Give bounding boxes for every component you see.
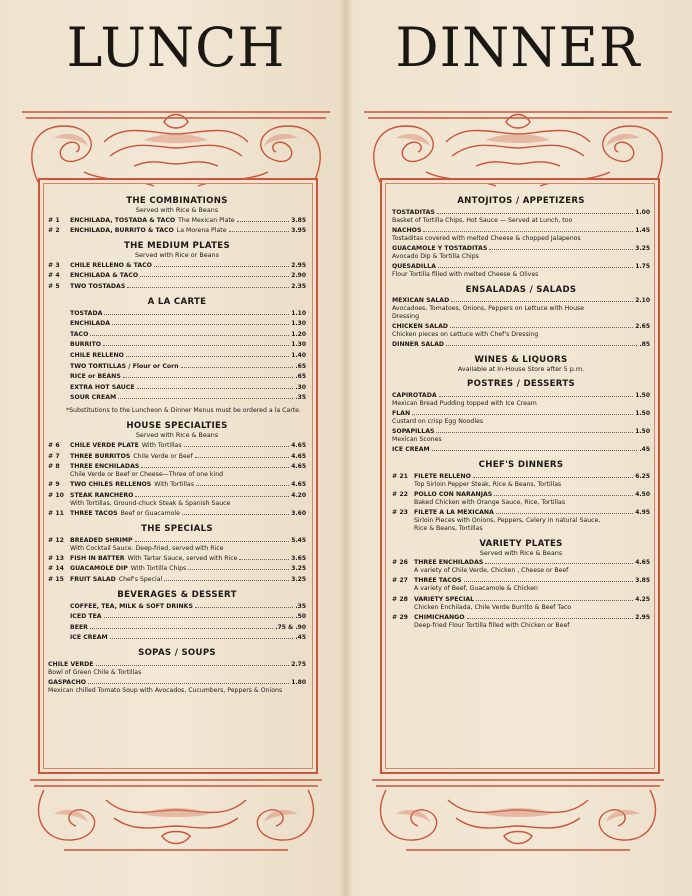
- menu-item: [48, 555, 306, 563]
- item-name: GASPACHO: [48, 679, 87, 687]
- item-name: THREE TACOS: [70, 510, 118, 518]
- section-heading: POSTRES / DESSERTS: [466, 379, 575, 390]
- menu-item: [48, 442, 306, 450]
- menu-item: [392, 473, 650, 481]
- section-subheading: Served with Rice or Beans: [135, 251, 219, 260]
- section-heading: HOUSE SPECIALTIES: [126, 421, 228, 432]
- item-price: 4.95: [635, 509, 650, 517]
- section-subheading: Available at In-House Store after 5 p.m.: [457, 365, 585, 374]
- item-name: CHILE VERDE PLATE: [70, 441, 139, 449]
- item-name: VARIETY SPECIAL: [414, 595, 475, 603]
- section-heading: THE MEDIUM PLATES: [124, 241, 230, 252]
- item-description: The Mexican Plate: [178, 216, 235, 224]
- item-number: # 9: [48, 481, 60, 489]
- item-number: # 12: [48, 536, 64, 544]
- section-heading: THE SPECIALS: [141, 524, 213, 535]
- item-name: ENCHILADA: [70, 320, 111, 328]
- item-number: # 7: [48, 452, 60, 460]
- item-name: MEXICAN SALAD: [392, 297, 450, 305]
- menu-item: [48, 463, 306, 471]
- item-number: # 14: [48, 565, 64, 573]
- item-name: TACO: [70, 330, 89, 338]
- lunch-title: LUNCH: [66, 16, 286, 79]
- menu-item: [48, 603, 306, 611]
- item-price: 2.75: [291, 661, 306, 668]
- item-number: # 21: [392, 473, 408, 481]
- item-description: La Morena Plate: [176, 227, 227, 235]
- menu-item: [48, 341, 306, 349]
- section-heading: VARIETY PLATES: [479, 538, 563, 549]
- item-price: 4.65: [291, 452, 306, 460]
- item-price: 5.45: [291, 536, 306, 544]
- menu-item: [392, 509, 650, 517]
- item-description: With Tortillas: [141, 441, 182, 449]
- item-name: CAPIROTADA: [392, 391, 437, 399]
- menu-item: [392, 614, 650, 622]
- item-number: # 27: [392, 577, 408, 585]
- item-description: Chicken pieces on Lettuce with Chef's Dressing: [392, 331, 539, 339]
- menu-item: [392, 559, 650, 567]
- item-price: 1.45: [635, 226, 650, 234]
- item-price: .65: [295, 362, 306, 370]
- item-name: TWO TORTILLAS / Flour or Corn: [70, 362, 179, 370]
- menu-item: [392, 297, 650, 305]
- section-heading: CHEF'S DINNERS: [478, 460, 564, 471]
- lunch-menu-content: [48, 190, 306, 695]
- item-price: 1.80: [291, 679, 306, 687]
- item-name: CHIMICHANGO: [414, 613, 465, 621]
- item-name: THREE ENCHILADAS: [414, 559, 484, 567]
- item-name: CHILE VERDE: [48, 661, 94, 668]
- item-price: 4.65: [291, 481, 306, 489]
- item-price: .50: [295, 613, 306, 621]
- item-price: 2.35: [291, 282, 306, 290]
- item-name: TWO TOSTADAS: [70, 282, 126, 290]
- dinner-top-ornament: [356, 82, 680, 190]
- substitution-note: *Substitutions to the Luncheon & Dinner Menus must be ordered a la Carte.: [66, 407, 301, 415]
- menu-item: [48, 537, 306, 545]
- item-number: # 8: [48, 463, 60, 471]
- item-name: STEAK RANCHERO: [70, 491, 134, 499]
- item-price: 3.60: [291, 510, 306, 518]
- item-number: # 3: [48, 261, 60, 269]
- menu-item: [392, 263, 650, 271]
- item-description: Chicken Enchilada, Chile Verde Burrito & Beef Taco: [414, 603, 572, 611]
- item-number: # 22: [392, 491, 408, 499]
- item-price: 3.25: [291, 565, 306, 573]
- item-price: .35: [295, 394, 306, 402]
- item-description: Avocado Dip & Tortilla Chips: [392, 252, 479, 260]
- item-price: 1.50: [635, 428, 650, 436]
- menu-item: [392, 392, 650, 400]
- item-price: 3.25: [635, 244, 650, 252]
- menu-item: [48, 565, 306, 573]
- item-name: FLAN: [392, 410, 411, 418]
- item-name: THREE BURRITOS: [70, 452, 131, 460]
- item-name: FISH IN BATTER: [70, 554, 125, 562]
- item-number: # 1: [48, 216, 60, 224]
- menu-item: [48, 661, 306, 669]
- item-description: With Tortillas, Ground-chuck Steak & Spanish Sauce: [70, 499, 231, 507]
- item-number: # 13: [48, 554, 64, 562]
- item-description: With Tartar Sauce, served with Rice: [127, 554, 238, 562]
- item-number: # 29: [392, 613, 408, 621]
- item-price: 1.50: [635, 410, 650, 418]
- item-price: 1.50: [635, 391, 650, 399]
- dinner-bottom-ornament: [366, 770, 670, 860]
- item-price: 2.95: [635, 613, 650, 621]
- section-heading: ANTOJITOS / APPETIZERS: [457, 196, 585, 206]
- item-number: # 26: [392, 559, 408, 567]
- menu-item: [392, 596, 650, 604]
- item-description: A variety of Beef, Guacamole & Chicken: [414, 585, 538, 593]
- menu-item: [392, 410, 650, 418]
- item-number: # 4: [48, 272, 60, 280]
- item-name: QUESADILLA: [392, 263, 436, 271]
- item-price: 1.10: [291, 309, 306, 317]
- menu-item: [48, 679, 306, 687]
- item-name: BEER: [70, 623, 88, 631]
- item-price: .45: [639, 446, 650, 454]
- item-description: Sirloin Pieces with Onions, Peppers, Celery in natural Sauce, Rice & Beans, Tortillas: [414, 517, 601, 533]
- menu-item: [392, 227, 650, 235]
- menu-item: [392, 577, 650, 585]
- item-description: Top Sirloin Pepper Steak, Rice & Beans, Tortillas: [414, 481, 562, 489]
- item-price: 4.65: [291, 441, 306, 449]
- item-description: Chile Verde or Beef or Cheese—Three of one kind: [70, 471, 224, 479]
- item-price: 2.95: [291, 261, 306, 269]
- item-name: GUACAMOLE DIP: [70, 565, 128, 573]
- section-heading: THE COMBINATIONS: [126, 196, 228, 206]
- lunch-panel: [8, 0, 344, 896]
- menu-item: [392, 245, 650, 253]
- item-price: 1.75: [635, 263, 650, 271]
- menu-item: [392, 491, 650, 499]
- item-name: ICE CREAM: [70, 634, 108, 642]
- item-price: 4.20: [291, 491, 306, 499]
- menu-item: [48, 634, 306, 642]
- menu-item: [48, 613, 306, 621]
- item-number: # 5: [48, 282, 60, 290]
- item-name: ENCHILADA, TOSTADA & TACO: [70, 216, 176, 224]
- menu-item: [48, 576, 306, 584]
- menu-item: [48, 373, 306, 381]
- item-name: COFFEE, TEA, MILK & SOFT DRINKS: [70, 602, 193, 610]
- section-heading: SOPAS / SOUPS: [138, 648, 216, 659]
- item-name: ICE CREAM: [392, 446, 430, 454]
- item-description: Bowl of Green Chile & Tortillas: [48, 669, 142, 676]
- item-description: Mexican Bread Pudding topped with Ice Cream: [392, 399, 537, 407]
- menu-item: [48, 310, 306, 318]
- item-description: Beef or Guacamole: [120, 510, 180, 518]
- section-subheading: Served with Rice & Beans: [135, 206, 219, 214]
- menu-item: [48, 227, 306, 235]
- item-price: 2.90: [291, 272, 306, 280]
- item-description: Mexican Scones: [392, 436, 442, 444]
- item-price: .35: [295, 602, 306, 610]
- section-heading: BEVERAGES & DESSERT: [117, 590, 237, 601]
- item-name: SOPAPILLAS: [392, 428, 435, 436]
- item-price: 3.25: [291, 576, 306, 584]
- item-price: 3.85: [635, 577, 650, 585]
- section-heading: ENSALADAS / SALADS: [465, 284, 577, 295]
- item-description: A variety of Chile Verde, Chicken , Cheese or Beef: [414, 567, 569, 575]
- item-name: CHICKEN SALAD: [392, 323, 449, 331]
- menu-item: [48, 272, 306, 280]
- item-name: BREADED SHRIMP: [70, 536, 133, 544]
- menu-item: [48, 217, 306, 225]
- item-description: Deep-fried Flour Tortilla filled with Chicken or Beef: [414, 621, 570, 629]
- item-description: Baked Chicken with Orange Sauce, Rice, Tortillas: [414, 499, 566, 507]
- section-heading: WINES & LIQUORS: [474, 355, 568, 366]
- item-number: # 11: [48, 510, 64, 518]
- item-price: 2.65: [635, 323, 650, 331]
- item-name: FILETE RELLENO: [414, 473, 471, 481]
- item-price: 2.10: [635, 297, 650, 305]
- item-price: 6.25: [635, 473, 650, 481]
- item-number: # 15: [48, 576, 64, 584]
- menu-item: [48, 394, 306, 402]
- item-name: GUACAMOLE Y TOSTADITAS: [392, 244, 488, 252]
- item-name: ENCHILADA, BURRITO & TACO: [70, 227, 174, 235]
- item-price: 3.65: [291, 554, 306, 562]
- menu-item: [48, 363, 306, 371]
- item-price: .85: [639, 341, 650, 349]
- menu-item: [48, 492, 306, 500]
- item-name: TWO CHILES RELLENOS: [70, 481, 152, 489]
- item-description: Custard on crisp Egg Noodles: [392, 418, 484, 426]
- item-name: NACHOS: [392, 226, 422, 234]
- dinner-title: DINNER: [395, 16, 641, 79]
- item-number: # 23: [392, 509, 408, 517]
- item-name: ENCHILADA & TACO: [70, 272, 139, 280]
- item-price: 4.25: [635, 595, 650, 603]
- menu-item: [48, 453, 306, 461]
- item-name: EXTRA HOT SAUCE: [70, 383, 135, 391]
- item-number: # 6: [48, 441, 60, 449]
- menu-item: [48, 283, 306, 291]
- section-heading: A LA CARTE: [147, 296, 207, 307]
- item-name: CHILE RELLENO: [70, 351, 124, 359]
- item-name: THREE ENCHILADAS: [70, 463, 140, 471]
- menu-item: [48, 352, 306, 360]
- item-name: FRUIT SALAD: [70, 576, 116, 584]
- item-number: # 28: [392, 595, 408, 603]
- menu-item: [392, 341, 650, 349]
- menu-item: [48, 262, 306, 270]
- item-name: CHILE RELLENO & TACO: [70, 261, 152, 269]
- item-description: Chef's Special: [118, 576, 163, 584]
- item-price: 3.95: [291, 227, 306, 235]
- item-description: Basket of Tortilla Chips, Hot Sauce — Served at Lunch, too: [392, 216, 573, 224]
- menu-item: [48, 624, 306, 632]
- item-description: With Cocktail Sauce. Deep-fried, served with Rice: [70, 544, 224, 552]
- menu-item: [392, 209, 650, 217]
- item-name: RICE or BEANS: [70, 373, 121, 381]
- section-subheading: Served with Rice & Beans: [135, 431, 219, 440]
- item-description: Mexican chilled Tomato Soup with Avocados, Cucumbers, Peppers & Onions: [48, 687, 283, 695]
- lunch-top-ornament: [14, 82, 338, 190]
- item-price: 1.00: [635, 208, 650, 216]
- item-name: FILETE A LA MEXICANA: [414, 509, 494, 517]
- dinner-panel: [350, 0, 686, 896]
- item-name: THREE TACOS: [414, 577, 462, 585]
- item-number: # 2: [48, 227, 60, 235]
- item-price: .65: [295, 373, 306, 381]
- menu-item: [392, 428, 650, 436]
- item-description: With Tortilla Chips: [130, 565, 187, 573]
- item-price: 1.30: [291, 341, 306, 349]
- item-name: TOSTADA: [70, 309, 103, 317]
- menu-item: [48, 331, 306, 339]
- menu-item: [48, 384, 306, 392]
- item-price: 4.65: [635, 559, 650, 567]
- item-name: BURRITO: [70, 341, 102, 349]
- item-description: Flour Tortilla filled with melted Cheese & Olives: [392, 271, 539, 279]
- item-price: 4.65: [291, 463, 306, 471]
- item-name: SOUR CREAM: [70, 394, 117, 402]
- menu-item: [48, 320, 306, 328]
- item-description: With Tortillas: [154, 481, 194, 489]
- item-description: Tostaditas covered with melted Cheese & chopped Jalapenos: [392, 234, 581, 242]
- item-description: Avocadoes, Tomatoes, Onions, Peppers on Lettuce with House Dressing: [392, 305, 585, 320]
- lunch-bottom-ornament: [24, 770, 328, 860]
- item-number: # 10: [48, 491, 64, 499]
- menu-item: [48, 510, 306, 518]
- section-subheading: Served with Rice & Beans: [479, 548, 563, 557]
- item-name: DINNER SALAD: [392, 341, 445, 349]
- item-price: .30: [295, 383, 306, 391]
- item-price: 1.40: [291, 351, 306, 359]
- item-name: POLLO CON NARANJAS: [414, 491, 493, 499]
- dinner-menu-content: [392, 190, 650, 629]
- item-price: 1.20: [291, 330, 306, 338]
- item-price: .45: [295, 634, 306, 642]
- item-price: 1.30: [291, 320, 306, 328]
- item-name: ICED TEA: [70, 613, 102, 621]
- item-price: 3.85: [291, 216, 306, 224]
- item-price: 4.50: [635, 491, 650, 499]
- item-name: TOSTADITAS: [392, 208, 435, 216]
- item-description: Chile Verde or Beef: [133, 452, 193, 460]
- item-price: .75 & .90: [275, 623, 306, 631]
- menu-item: [392, 446, 650, 454]
- menu-item: [392, 323, 650, 331]
- menu-item: [48, 481, 306, 489]
